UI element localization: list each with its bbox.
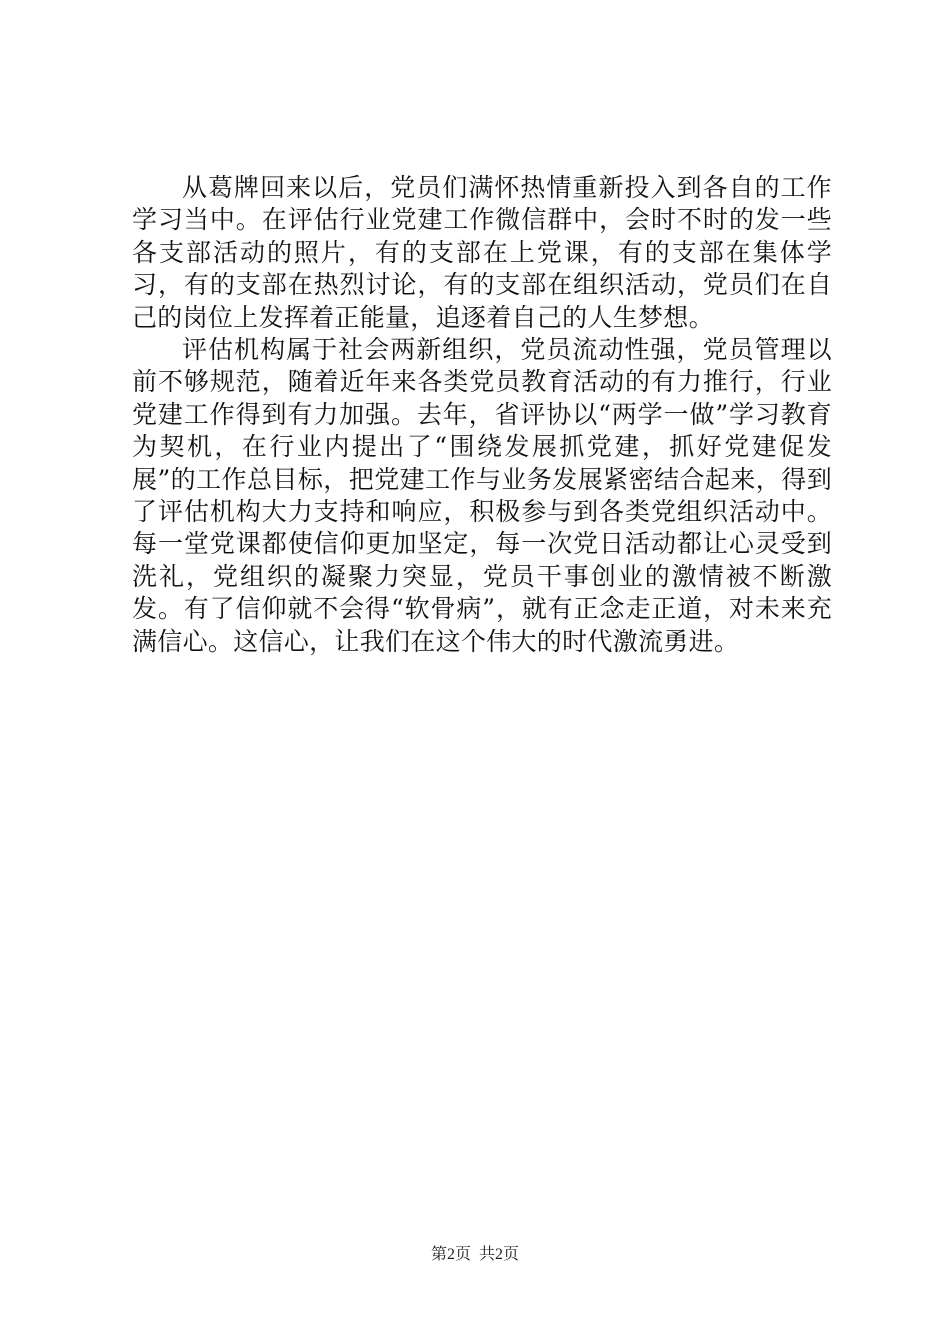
page-number: 第2页 [430, 1246, 471, 1263]
document-body [132, 172, 832, 658]
page-footer [0, 1244, 950, 1266]
paragraph-1: 从葛牌回来以后，党员们满怀热情重新投入到各自的工作学习当中。在评估行业党建工作微信群中，会时不时的发一些各支部活动的照片，有的支部在上党课，有的支部在集体学习，有的支部在热烈讨论，有的支部在组织活动，党员们在自己的岗位上发挥着正能量，追逐着自己的人生梦想。 [132, 173, 832, 332]
page-total: 共2页 [479, 1246, 520, 1263]
paragraph-2: 评估机构属于社会两新组织，党员流动性强，党员管理以前不够规范，随着近年来各类党员教育活动的有力推行，行业党建工作得到有力加强。去年，省评协以“两学一做”学习教育为契机，在行业内提出了“围绕发展抓党建，抓好党建促发展”的工作总目标，把党建工作与业务发展紧密结合起来，得到了评估机构大力支持和响应，积极参与到各类党组织活动中。每一堂党课都使信仰更加坚定，每一次党日活动都让心灵受到洗礼，党组织的凝聚力突显，党员干事创业的激情被不断激发。有了信仰就不会得“软骨病”，就有正念走正道，对未来充满信心。这信心，让我们在这个伟大的时代激流勇进。 [132, 335, 832, 656]
